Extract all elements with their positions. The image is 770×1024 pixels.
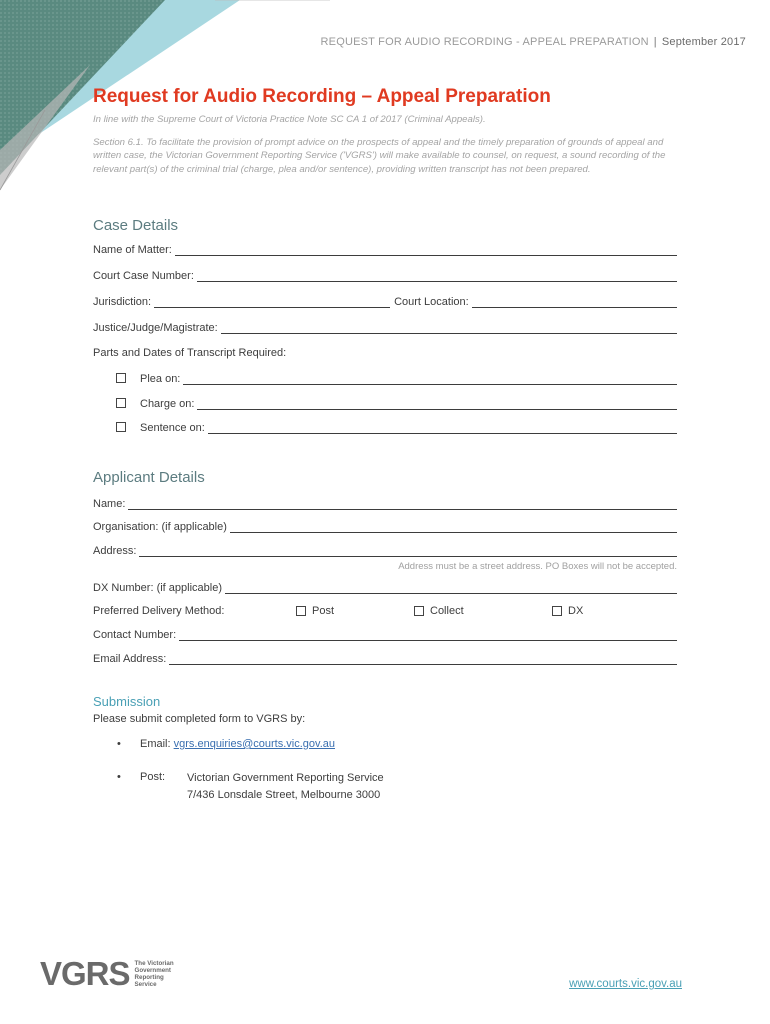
plea-date-field[interactable]	[183, 372, 677, 385]
dx-label: DX	[568, 605, 584, 617]
vgrs-logo-subtitle	[135, 960, 174, 988]
address-row	[93, 544, 677, 557]
address-note: Address must be a street address. PO Boxes will not be accepted.	[398, 561, 677, 572]
delivery-method-row	[93, 605, 677, 619]
plea-label: Plea on:	[140, 373, 181, 385]
case-details-heading: Case Details	[93, 217, 179, 234]
post-address-line1: Victorian Government Reporting Service	[187, 772, 384, 784]
logo-sub-line2: Government	[134, 966, 171, 974]
collect-checkbox-icon[interactable]	[414, 606, 424, 616]
organisation-label: Organisation: (if applicable)	[93, 521, 227, 533]
organisation-field[interactable]	[230, 520, 677, 533]
charge-checkbox-icon[interactable]	[116, 398, 126, 408]
delivery-option-post[interactable]	[296, 605, 334, 617]
sentence-label: Sentence on:	[140, 422, 205, 434]
sentence-date-field[interactable]	[208, 421, 677, 434]
submission-intro: Please submit completed form to VGRS by:	[93, 713, 306, 725]
court-case-number-row	[93, 269, 677, 282]
court-case-number-field[interactable]	[197, 269, 677, 282]
post-checkbox-icon[interactable]	[296, 606, 306, 616]
intro-section-text: Section 6.1. To facilitate the provision of prompt advice on the prospects of appeal and the timely preparation of grounds of appeal and written case, the Victorian Government Reporting Service ('VGRS') will make available to counsel, on request, a sound recording of the relevant part(s) of the criminal trial (charge, plea and/or sentence), providing written transcript has not been prepared.	[93, 136, 666, 175]
collect-label: Collect	[430, 605, 464, 617]
document-header	[321, 36, 746, 48]
justice-field[interactable]	[221, 321, 677, 334]
submission-post-address	[187, 770, 384, 804]
logo-sub-line3: Reporting	[134, 973, 164, 981]
organisation-row	[93, 520, 677, 533]
header-doc-type: REQUEST FOR AUDIO RECORDING - APPEAL PREPARATION	[320, 36, 649, 48]
sentence-checkbox-icon[interactable]	[116, 422, 126, 432]
post-label: Post	[312, 605, 335, 617]
contact-number-field[interactable]	[179, 628, 677, 641]
email-bullet: •	[117, 738, 121, 750]
justice-row	[93, 321, 677, 334]
name-of-matter-field[interactable]	[175, 243, 677, 256]
charge-row	[116, 397, 677, 410]
name-of-matter-label: Name of Matter:	[93, 244, 172, 256]
delivery-option-dx[interactable]	[552, 605, 583, 617]
jurisdiction-row	[93, 295, 677, 308]
address-field[interactable]	[139, 544, 677, 557]
email-address-label: Email Address:	[93, 653, 167, 665]
submission-email-item	[140, 738, 335, 750]
address-label: Address:	[93, 545, 137, 557]
intro-practice-note: In line with the Supreme Court of Victoria Practice Note SC CA 1 of 2017 (Criminal Appeals).	[93, 114, 486, 125]
email-address-row	[93, 652, 677, 665]
footer-website-link[interactable]: www.courts.vic.gov.au	[569, 978, 682, 990]
charge-label: Charge on:	[140, 398, 195, 410]
submission-email-label: Email:	[140, 738, 171, 750]
logo-sub-line1: The Victorian	[134, 959, 174, 967]
dx-checkbox-icon[interactable]	[552, 606, 562, 616]
charge-date-field[interactable]	[197, 397, 677, 410]
name-of-matter-row	[93, 243, 677, 256]
court-location-field[interactable]	[472, 295, 677, 308]
submission-heading: Submission	[93, 694, 161, 709]
plea-row	[116, 372, 677, 385]
header-date: September 2017	[661, 36, 746, 48]
post-bullet: •	[117, 771, 121, 783]
court-location-label: Court Location:	[394, 296, 469, 308]
dx-number-field[interactable]	[225, 581, 677, 594]
post-address-line2: 7/436 Lonsdale Street, Melbourne 3000	[187, 789, 381, 801]
vgrs-logo-mark: VGRS	[40, 955, 130, 992]
dx-number-row	[93, 581, 677, 594]
applicant-name-label: Name:	[93, 498, 126, 510]
logo-sub-line4: Service	[134, 980, 157, 988]
court-case-number-label: Court Case Number:	[93, 270, 194, 282]
applicant-name-row	[93, 497, 677, 510]
sentence-row	[116, 421, 677, 434]
applicant-details-heading: Applicant Details	[93, 469, 205, 486]
intro-text	[93, 113, 678, 185]
parts-dates-label: Parts and Dates of Transcript Required:	[93, 347, 287, 359]
header-separator: |	[653, 36, 657, 48]
contact-number-label: Contact Number:	[93, 629, 177, 641]
delivery-option-collect[interactable]	[414, 605, 464, 617]
page-title: Request for Audio Recording – Appeal Preparation	[93, 86, 551, 107]
delivery-method-label: Preferred Delivery Method:	[93, 605, 225, 617]
dx-number-label: DX Number: (if applicable)	[93, 582, 222, 594]
plea-checkbox-icon[interactable]	[116, 373, 126, 383]
vgrs-logo	[40, 957, 174, 990]
submission-email-link[interactable]: vgrs.enquiries@courts.vic.gov.au	[173, 738, 335, 750]
jurisdiction-field[interactable]	[154, 295, 390, 308]
jurisdiction-label: Jurisdiction:	[93, 296, 152, 308]
contact-number-row	[93, 628, 677, 641]
justice-label: Justice/Judge/Magistrate:	[93, 322, 218, 334]
applicant-name-field[interactable]	[128, 497, 677, 510]
email-address-field[interactable]	[169, 652, 677, 665]
submission-post-label: Post:	[140, 771, 166, 783]
